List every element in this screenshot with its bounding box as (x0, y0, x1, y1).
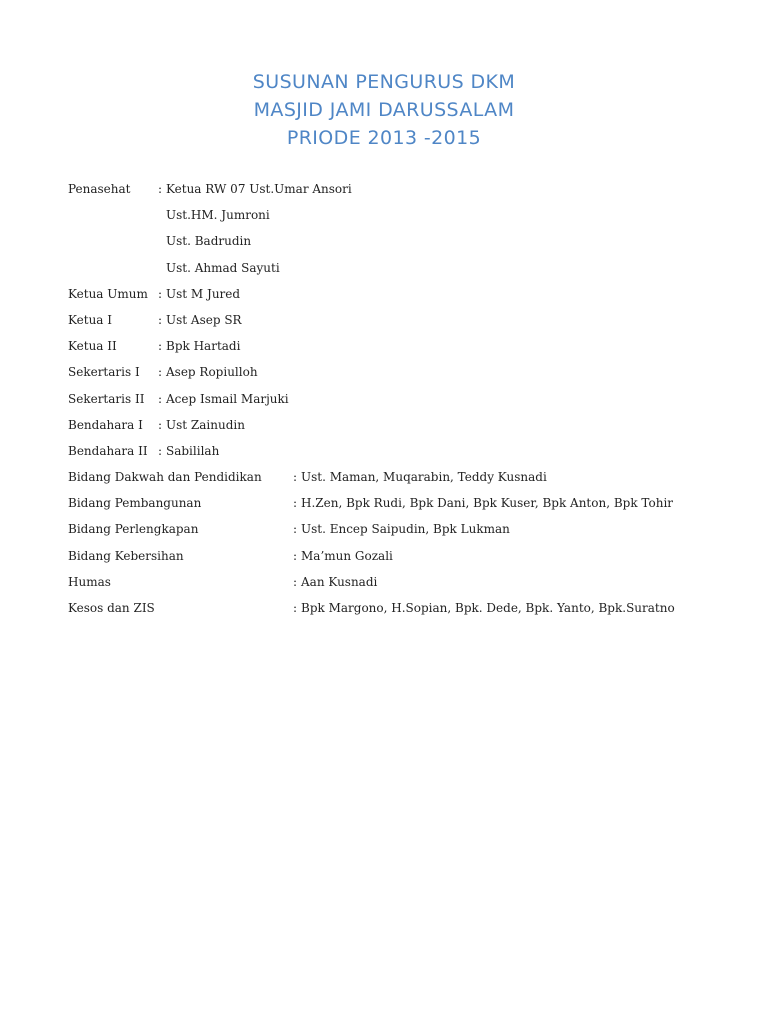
role-label: Bidang Pembangunan (68, 496, 202, 511)
member-names: Bpk Margono, H.Sopian, Bpk. Dede, Bpk. Yanto, Bpk.Suratno (301, 601, 675, 615)
member-names: Asep Ropiulloh (166, 365, 258, 380)
role-label: Kesos dan ZIS (68, 601, 155, 615)
role-label: Bidang Perlengkapan (68, 522, 199, 537)
separator: : (158, 391, 163, 406)
committee-row (68, 206, 748, 232)
separator: : (158, 443, 163, 458)
member-names: Ketua RW 07 Ust.Umar Ansori (166, 182, 352, 196)
member-names: H.Zen, Bpk Rudi, Bpk Dani, Bpk Kuser, Bpk Anton, Bpk Tohir (301, 496, 674, 511)
committee-row (68, 599, 748, 625)
role-label: Ketua I (68, 312, 113, 327)
role-label: Bidang Kebersihan (68, 548, 184, 563)
member-names: Ust Asep SR (166, 312, 242, 327)
committee-row (68, 180, 748, 206)
separator: : (158, 286, 163, 301)
committee-row (68, 494, 748, 520)
committee-row (68, 547, 748, 573)
title-line-3: PRIODE 2013 -2015 (286, 127, 482, 149)
separator: : (293, 522, 298, 537)
member-names: Aan Kusnadi (301, 574, 378, 589)
committee-list (68, 180, 748, 625)
committee-row (68, 468, 748, 494)
committee-row (68, 520, 748, 546)
committee-row (68, 363, 748, 389)
role-label: Bendahara I (68, 417, 143, 432)
committee-row (68, 285, 748, 311)
separator: : (158, 365, 163, 380)
member-names: Ust M Jured (166, 286, 241, 301)
member-names: Acep Ismail Marjuki (166, 391, 289, 406)
document-title (0, 68, 768, 152)
member-names: Ust. Encep Saipudin, Bpk Lukman (301, 522, 510, 537)
role-label: Bendahara II (68, 443, 148, 458)
separator: : (158, 182, 163, 196)
role-label: Ketua Umum (68, 286, 148, 301)
title-line-2: MASJID JAMI DARUSSALAM (253, 99, 515, 121)
member-names: Ust. Badrudin (166, 234, 252, 249)
separator: : (293, 496, 298, 511)
member-names: Ust. Maman, Muqarabin, Teddy Kusnadi (301, 470, 547, 485)
committee-row (68, 259, 748, 285)
separator: : (293, 601, 298, 615)
separator: : (293, 470, 298, 485)
committee-row (68, 311, 748, 337)
committee-row (68, 337, 748, 363)
separator: : (158, 339, 163, 354)
committee-row (68, 573, 748, 599)
role-label: Penasehat (68, 182, 131, 196)
member-names: Ma’mun Gozali (301, 548, 393, 563)
member-names: Sabililah (166, 443, 220, 458)
role-label: Humas (68, 574, 111, 589)
role-label: Sekertaris II (68, 391, 145, 406)
role-label: Bidang Dakwah dan Pendidikan (68, 470, 262, 485)
member-names: Bpk Hartadi (166, 339, 241, 354)
member-names: Ust. Ahmad Sayuti (166, 260, 280, 275)
separator: : (293, 548, 298, 563)
committee-row (68, 442, 748, 468)
member-names: Ust.HM. Jumroni (166, 208, 270, 223)
title-line-1: SUSUNAN PENGURUS DKM (252, 71, 516, 93)
role-label: Ketua II (68, 339, 117, 354)
role-label: Sekertaris I (68, 365, 140, 380)
committee-row (68, 232, 748, 258)
separator: : (158, 312, 163, 327)
separator: : (158, 417, 163, 432)
committee-row (68, 390, 748, 416)
separator: : (293, 574, 298, 589)
member-names: Ust Zainudin (166, 417, 245, 432)
committee-row (68, 416, 748, 442)
